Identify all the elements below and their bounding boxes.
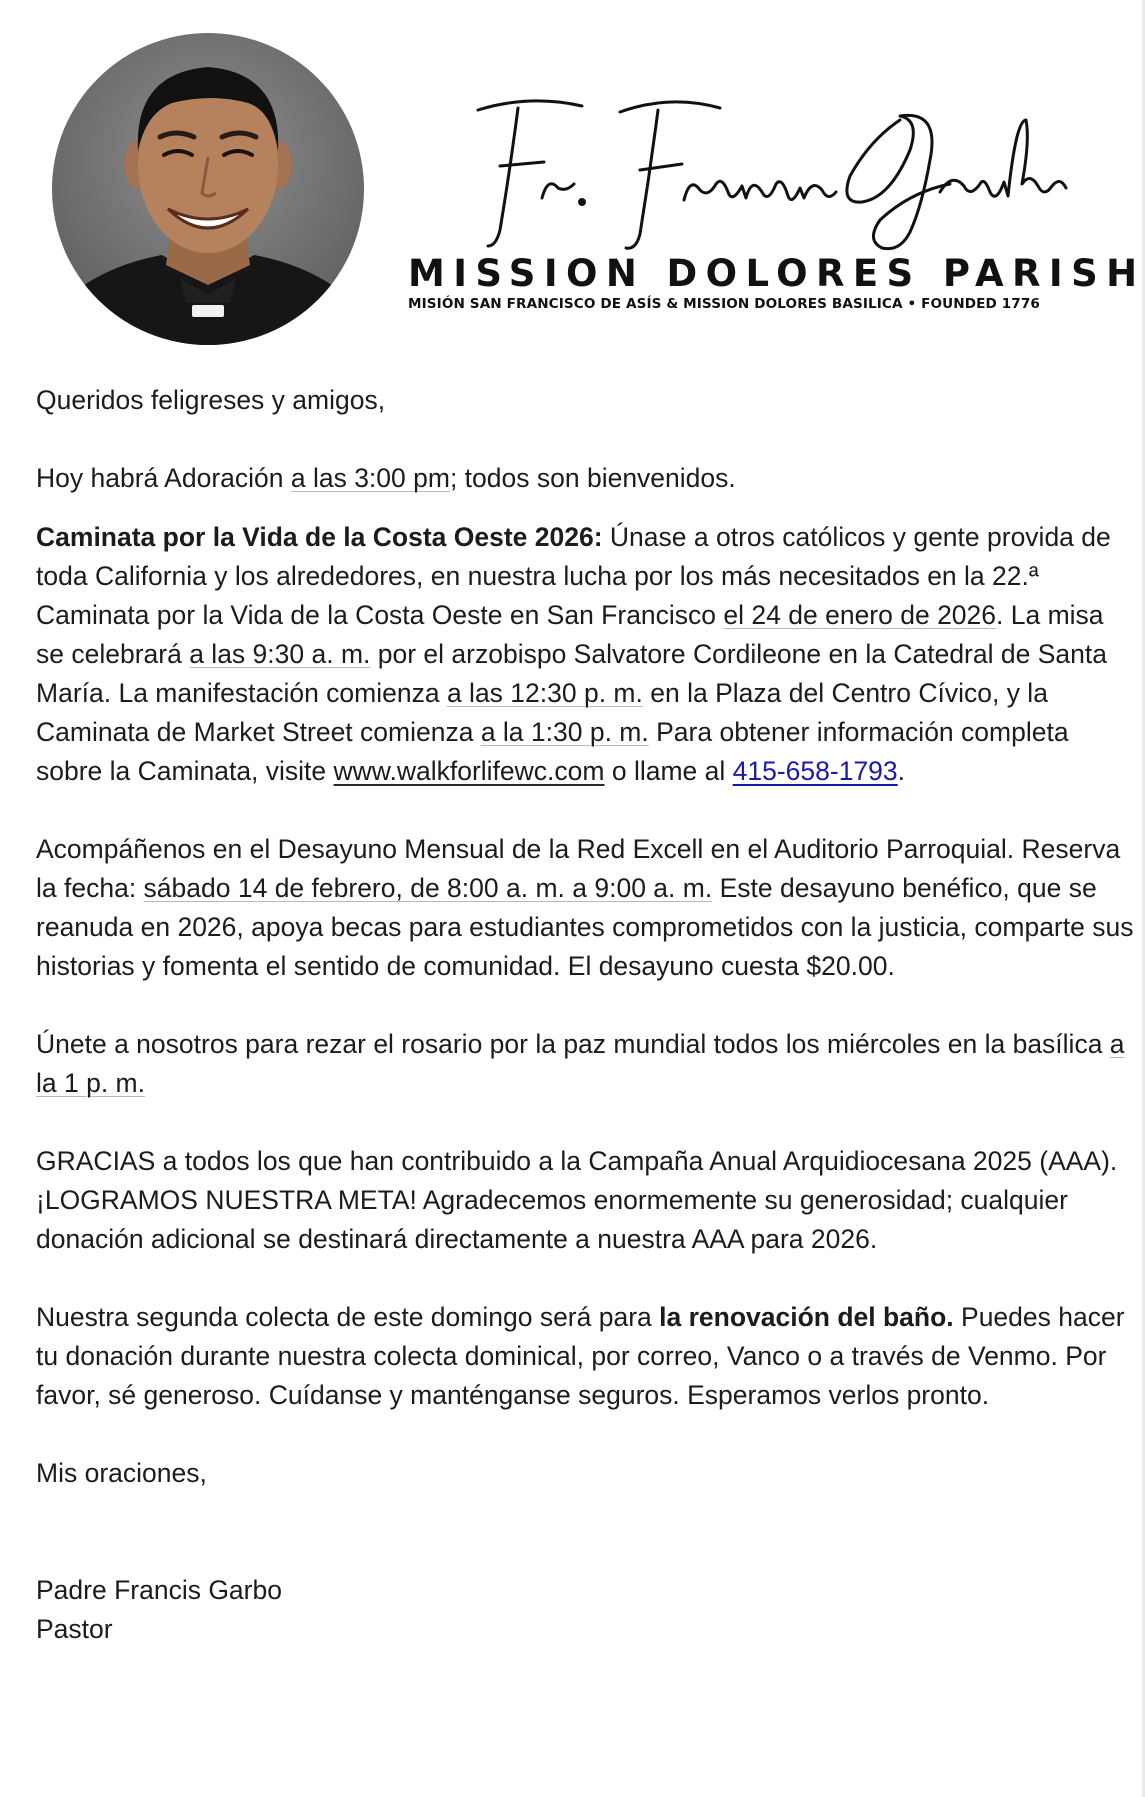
walk-for-life-paragraph: [36, 518, 1136, 791]
gap: [36, 498, 1136, 518]
collection-purpose: la renovación del baño.: [659, 1302, 954, 1332]
adoration-time[interactable]: a las 3:00 pm: [290, 463, 450, 493]
parish-subtitle: MISIÓN SAN FRANCISCO DE ASÍS & MISSION DOLORES BASILICA • FOUNDED 1776: [408, 296, 1040, 312]
adoration-text-end: ; todos son bienvenidos.: [449, 463, 736, 493]
blank-line: [36, 1415, 1136, 1454]
letter-header: [0, 0, 1145, 360]
greeting: Queridos feligreses y amigos,: [36, 385, 386, 415]
signature-name: Padre Francis Garbo: [36, 1575, 282, 1605]
closing: Mis oraciones,: [36, 1458, 207, 1488]
blank-line: [36, 420, 1136, 459]
rally-time[interactable]: a las 12:30 p. m.: [446, 678, 643, 708]
walk-text-4: en la Plaza del Centro Cívico, y la Caminata de Market Street comienza: [36, 678, 1048, 747]
letter-body: [36, 381, 1136, 1649]
breakfast-date[interactable]: sábado 14 de febrero, de 8:00 a. m. a 9:00 a. m.: [143, 873, 713, 903]
blank-line: [36, 1103, 1136, 1142]
collection-text-2: Puedes hacer tu donación durante nuestra colecta dominical, por correo, Vanco o a través de Venmo. Por favor, sé generoso. Cuídanse y manténganse seguros. Esperamos verlos pronto.: [36, 1302, 1125, 1410]
walk-website-link[interactable]: www.walkforlifewc.com: [333, 756, 605, 786]
breakfast-text-2: Este desayuno benéfico, que se reanuda en 2026, apoya becas para estudiantes comprometidos con la justicia, comparte sus historias y fomenta el sentido de comunidad. El desayuno cuesta $20.00.: [36, 873, 1134, 981]
adoration-paragraph: [36, 459, 1136, 498]
walk-phone-link[interactable]: 415-658-1793: [732, 756, 898, 786]
rosary-time[interactable]: a la 1 p. m.: [36, 1029, 1125, 1098]
rosary-paragraph: [36, 1025, 1136, 1103]
walk-text-3: por el arzobispo Salvatore Cordileone en la Catedral de Santa María. La manifestación comienza: [36, 639, 1107, 708]
walk-text-1: Únase a otros católicos y gente provida de toda California y los alrededores, en nuestra lucha por los más necesitados en la 22.ª Caminata por la Vida de la Costa Oeste en San Francisco: [36, 522, 1111, 630]
collection-paragraph: [36, 1298, 1136, 1415]
blank-line: [36, 986, 1136, 1025]
walk-start-time[interactable]: a la 1:30 p. m.: [480, 717, 649, 747]
blank-line: [36, 1259, 1136, 1298]
collection-text-1: Nuestra segunda colecta de este domingo será para: [36, 1302, 660, 1332]
walk-date[interactable]: el 24 de enero de 2026: [723, 600, 997, 630]
rosary-text: Únete a nosotros para rezar el rosario por la paz mundial todos los miércoles en la basílica: [36, 1029, 1110, 1059]
signature-title: Pastor: [36, 1614, 113, 1644]
walk-text-7: .: [897, 756, 906, 786]
parish-name: MISSION DOLORES PARISH: [408, 252, 1145, 295]
walk-text-2: . La misa se celebrará: [36, 600, 1104, 669]
walk-for-life-title: Caminata por la Vida de la Costa Oeste 2026:: [36, 522, 603, 552]
adoration-text: Hoy habrá Adoración: [36, 463, 291, 493]
pastor-signature: [470, 80, 1070, 255]
walk-text-5: Para obtener información completa sobre la Caminata, visite: [36, 717, 1069, 786]
blank-line: [36, 791, 1136, 830]
aaa-paragraph: GRACIAS a todos los que han contribuido a la Campaña Anual Arquidiocesana 2025 (AAA). ¡LOGRAMOS NUESTRA META! Agradecemos enormemente su generosidad; cualquier donación adicional se destinará directamente a nuestra AAA para 2026.: [36, 1146, 1118, 1254]
mass-time[interactable]: a las 9:30 a. m.: [189, 639, 371, 669]
blank-lines: [36, 1493, 1136, 1571]
breakfast-paragraph: [36, 830, 1136, 986]
pastor-portrait: [52, 33, 364, 345]
walk-text-6: o llame al: [604, 756, 733, 786]
breakfast-text-1: Acompáñenos en el Desayuno Mensual de la Red Excell en el Auditorio Parroquial. Reserva la fecha:: [36, 834, 1121, 903]
